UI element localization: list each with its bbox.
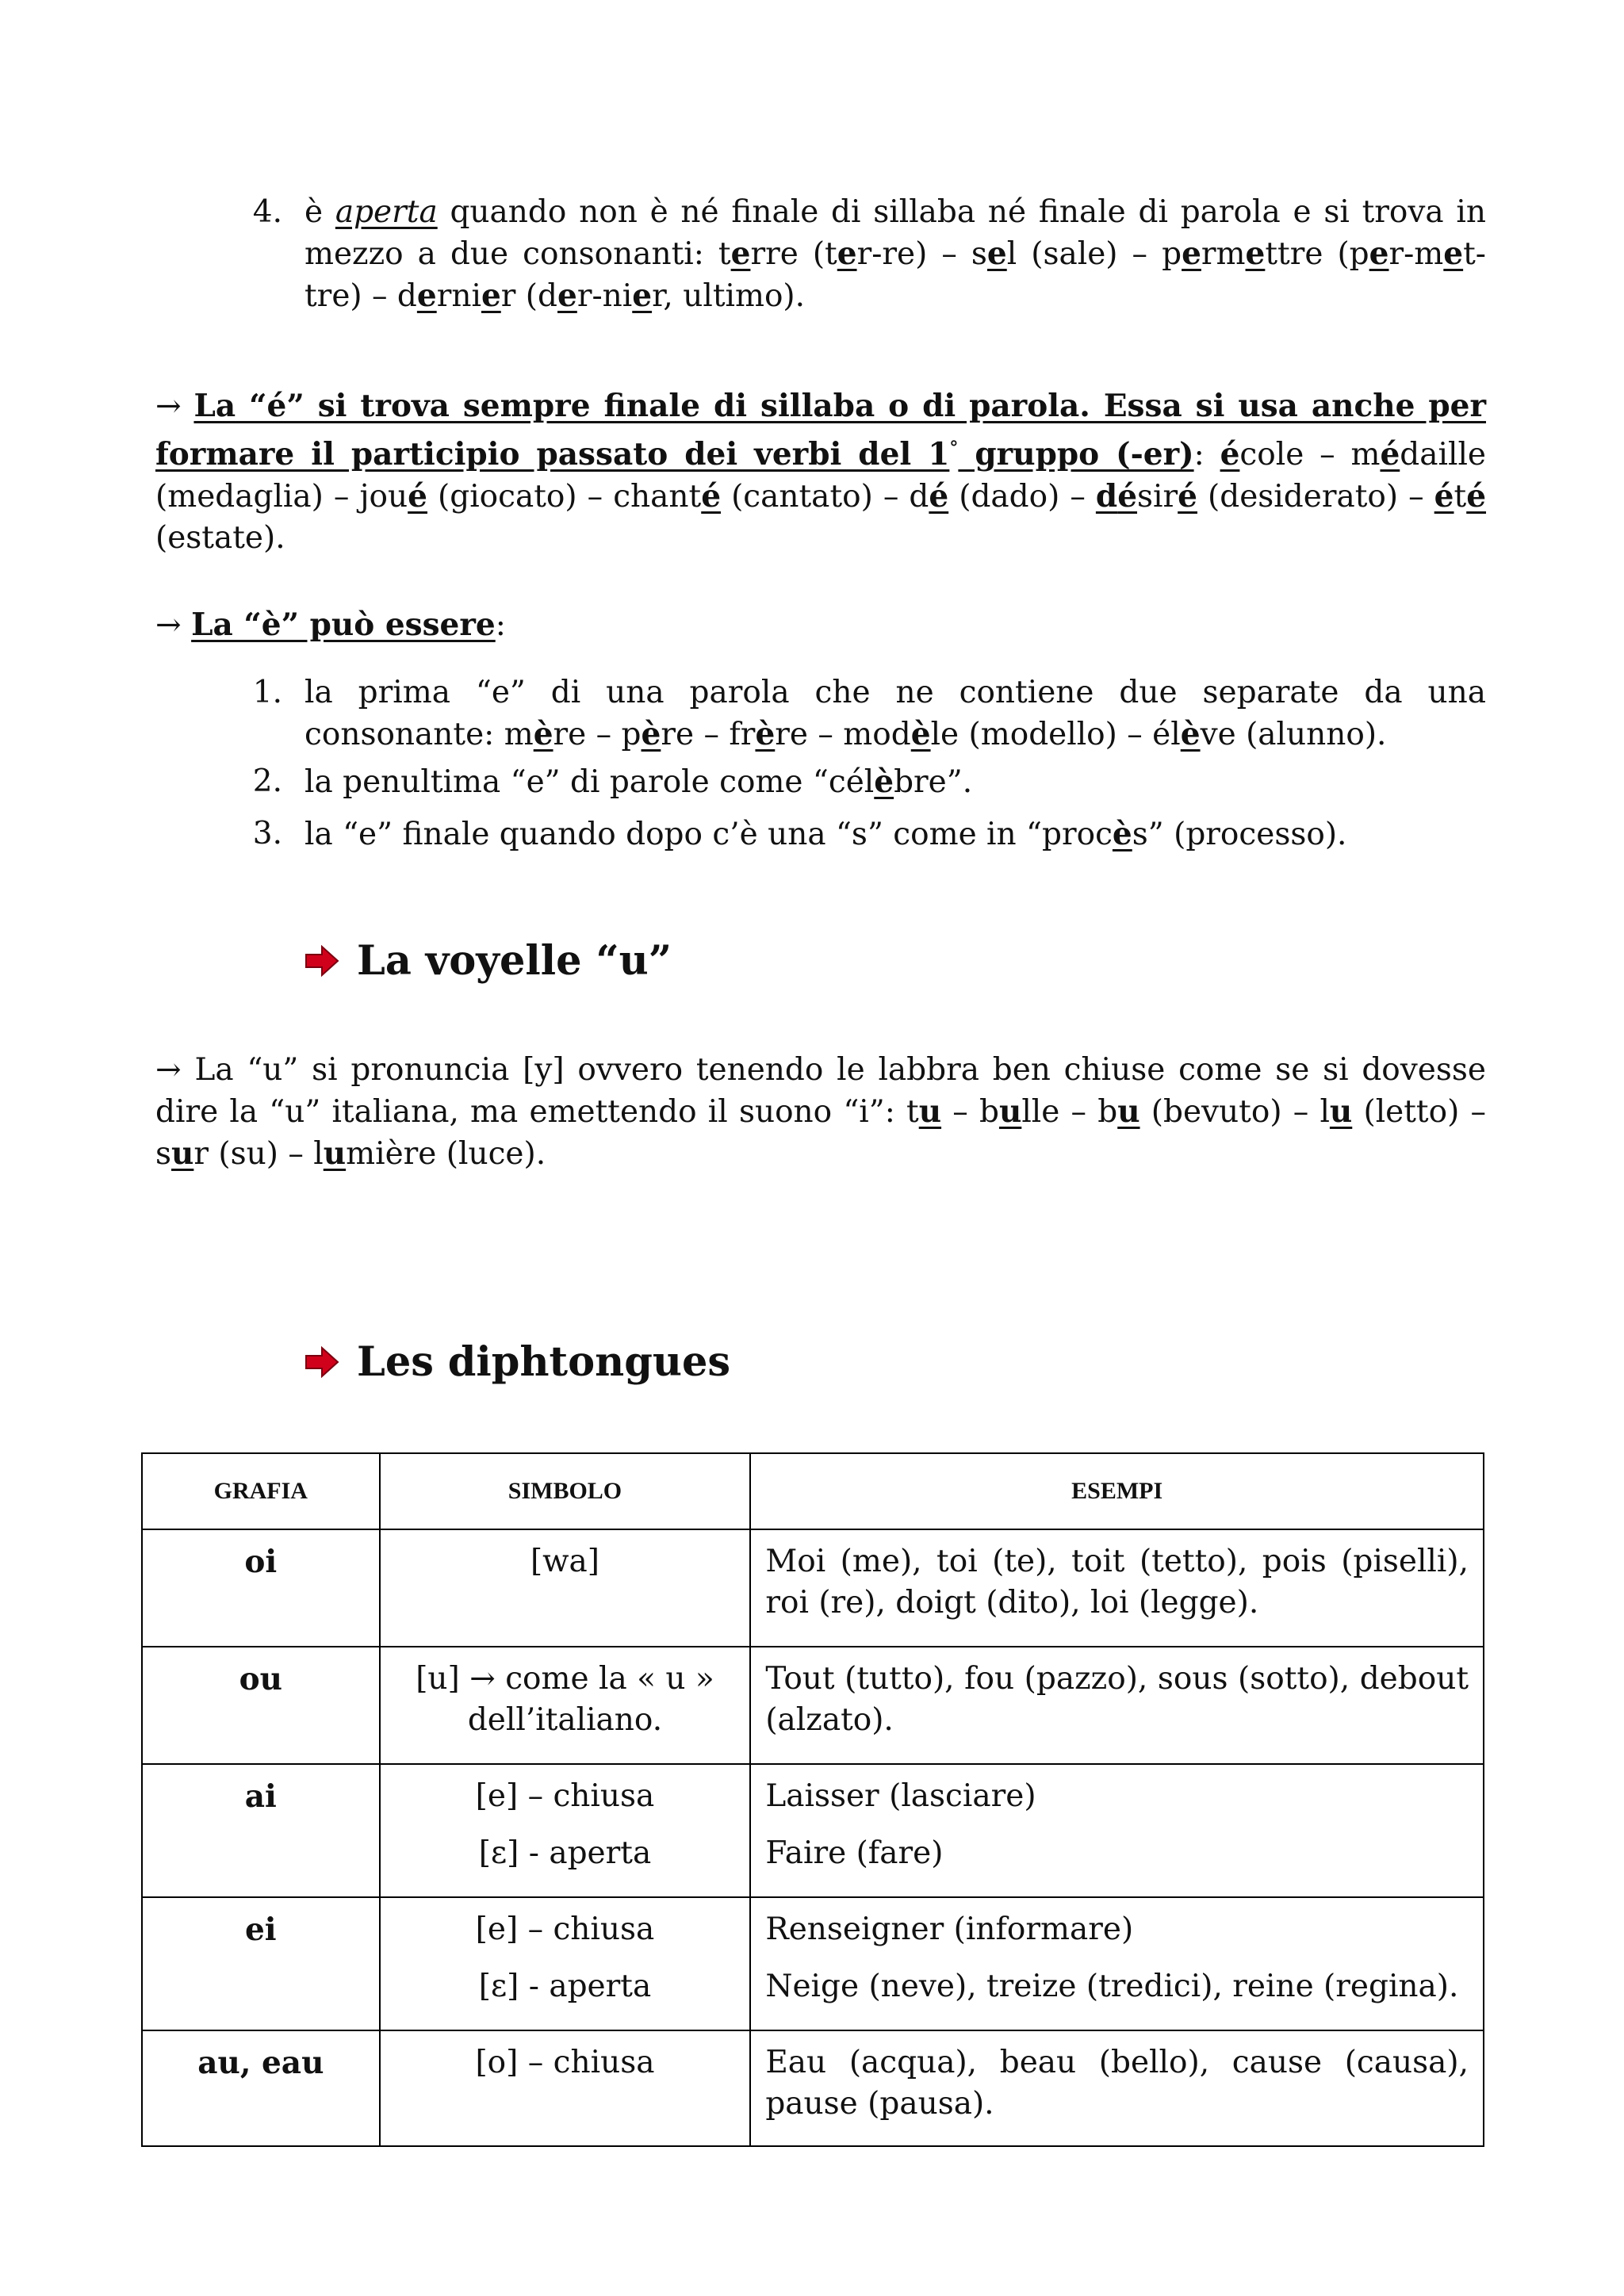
table-row <box>142 1529 1484 1647</box>
cell-simbolo: [e] – chiusa [ɛ] - aperta <box>380 1897 751 2030</box>
list-item: la “e” finale quando dopo c’è una “s” come in “procès” (processo). <box>304 816 1347 852</box>
section-heading-text: Les diphtongues <box>357 1338 731 1386</box>
cell-esempi: Laisser (lasciare) Faire (fare) <box>750 1764 1484 1897</box>
list-item: la penultima “e” di parole come “célèbre”. <box>304 763 973 800</box>
cell-simbolo: [u] → come la « u » dell’italiano. <box>380 1647 751 1764</box>
cell-esempi: Moi (me), toi (te), toit (tetto), pois (piselli), roi (re), doigt (dito), loi (legge). <box>750 1529 1484 1647</box>
cell-esempi: Eau (acqua), beau (bello), cause (causa), pause (pausa). <box>750 2030 1484 2146</box>
section-heading-text: La voyelle “u” <box>357 937 672 985</box>
table-header-row <box>142 1453 1484 1529</box>
red-arrow-icon <box>304 945 339 977</box>
arrow-icon: → <box>155 388 182 424</box>
document-page: 4. è aperta quando non è né finale di sillaba né finale di parola e si trova in mezzo a due consonanti: terre (ter-re) – sel (sale) – permettre (per-met-tre) – dernier (der-nier, ultimo). → La “é” si trova sempre finale di sillaba o di parola. Essa si usa anche per formare il participio passato dei verbi del 1° gruppo (-er): école – médaille (medaglia) – joué (giocato) – chanté (cantato) – dé (dado) – désiré (desiderato) – été (estate). → La “è” può essere: 1. la prima “e” di una parola che ne contiene due separate da una consonante: mère – père – frère – modèle (modello) – élève (alunno). 2. la penultima “e” di parole come “célèbre”. 3. la “e” finale quando dopo c’è una “s” come in “procès” (processo). La voyelle “u” → La “u” si pronuncia [y] ovvero tenendo le labbra ben chiuse come se si dovesse dire la “u” italiana, ma emettendo il suono “i”: tu – bulle – bu (bevuto) – lu (letto) – sur (su) – lumière (luce). Les diphtongues GRAFIA SIMBOLO ESEMPI oi [wa] Moi (me), toi (te), toit (tetto), pois (piselli), roi (re), doigt (dito), loi (legge). ou [u] → come la « u » dell’italiano. Tout (tutto), fou (pazzo), sous (sotto), debout (alzato). ai [e] – chiusa [ɛ] - aperta Laisser (lasciare) Faire (fare) ei [e] – chiusa [ɛ] - aperta Renseigner (informare) Neige (neve), treize (tredici), reine (regina). au, eau [o] – chiusa Eau (acqua), beau (bello), cause (causa), pause (pausa). <box>0 0 1624 2296</box>
cell-grafia: ou <box>142 1647 380 1764</box>
table-row <box>142 2030 1484 2146</box>
cell-esempi: Tout (tutto), fou (pazzo), sous (sotto), debout (alzato). <box>750 1647 1484 1764</box>
table-row <box>142 1647 1484 1764</box>
column-header-grafia: GRAFIA <box>142 1453 380 1529</box>
arrow-icon: → <box>155 1052 182 1088</box>
table-row <box>142 1764 1484 1897</box>
list-number: 4. <box>252 194 282 230</box>
table-row <box>142 1897 1484 2030</box>
e-acute-paragraph: → La “é” si trova sempre finale di sillaba o di parola. Essa si usa anche per formare il participio passato dei verbi del 1° gruppo (-er): école – médaille (medaglia) – joué (giocato) – chanté (cantato) – dé (dado) – désiré (desiderato) – été (estate). <box>155 388 1487 556</box>
diphtongues-table <box>141 1452 1484 2147</box>
cell-grafia: ei <box>142 1897 380 2030</box>
cell-grafia: au, eau <box>142 2030 380 2146</box>
cell-simbolo: [o] – chiusa <box>380 2030 751 2146</box>
cell-simbolo: [wa] <box>380 1529 751 1647</box>
voyelle-u-paragraph: → La “u” si pronuncia [y] ovvero tenendo le labbra ben chiuse come se si dovesse dire la “u” italiana, ma emettendo il suono “i”: tu – bulle – bu (bevuto) – lu (letto) – sur (su) – lumière (luce). <box>155 1052 1486 1172</box>
cell-esempi: Renseigner (informare) Neige (neve), treize (tredici), reine (regina). <box>750 1897 1484 2030</box>
arrow-icon: → <box>155 607 182 643</box>
section-heading-voyelle-u <box>304 936 672 986</box>
e-grave-intro: → La “è” può essere: <box>155 607 506 643</box>
column-header-simbolo: SIMBOLO <box>380 1453 751 1529</box>
column-header-esempi: ESEMPI <box>750 1453 1484 1529</box>
list-item-text: è aperta quando non è né finale di sillaba né finale di parola e si trova in mezzo a due consonanti: terre (ter-re) – sel (sale) – permettre (per-met-tre) – dernier (der-nier, ultimo). <box>304 194 1487 314</box>
section-heading-diphtongues <box>304 1337 730 1387</box>
cell-simbolo: [e] – chiusa [ɛ] - aperta <box>380 1764 751 1897</box>
red-arrow-icon <box>304 1346 339 1378</box>
cell-grafia: ai <box>142 1764 380 1897</box>
cell-grafia: oi <box>142 1529 380 1647</box>
list-item: la prima “e” di una parola che ne contiene due separate da una consonante: mère – père – frère – modèle (modello) – élève (alunno). <box>304 675 1486 752</box>
